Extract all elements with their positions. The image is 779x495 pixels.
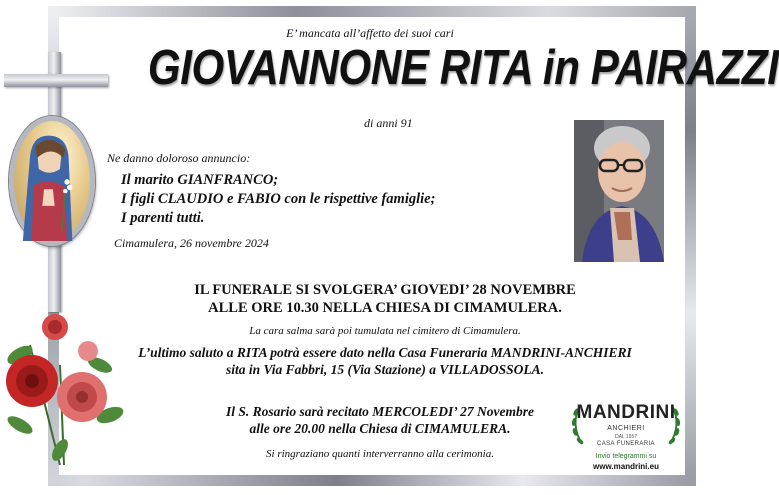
family-line-husband: Il marito GIANFRANCO; <box>121 172 279 188</box>
logo-website: www.mandrini.eu <box>593 462 659 471</box>
place-date: Cimamulera, 26 novembre 2024 <box>114 236 269 250</box>
family-line-children: I figli CLAUDIO e FABIO con le rispettive famiglie; <box>121 191 436 207</box>
funeral-line-1: IL FUNERALE SI SVOLGERA’ GIOVEDI’ 28 NOVEMBRE <box>194 282 576 298</box>
rosary-line-1: Il S. Rosario sarà recitato MERCOLEDI’ 27 Novembre <box>225 404 534 419</box>
announce-label: Ne danno doloroso annuncio: <box>107 151 251 165</box>
logo-brand: MANDRINI <box>576 402 676 423</box>
farewell-line-1: L’ultimo saluto a RITA potrà essere dato nella Casa Funeraria MANDRINI-ANCHIERI <box>138 345 632 360</box>
logo-since: DAL 1957 <box>614 434 638 440</box>
burial-note: La cara salma sarà poi tumulata nel cimitero di Cimamulera. <box>249 325 521 337</box>
farewell-line-2: sita in Via Fabbri, 15 (Via Stazione) a VILLADOSSOLA. <box>225 362 545 377</box>
madonna-image <box>9 116 95 246</box>
deceased-name: GIOVANNONE RITA in PAIRAZZI <box>147 41 779 95</box>
logo-subtitle: ANCHIERI <box>607 425 645 432</box>
intro-line: E’ mancata all’affetto dei suoi cari <box>286 26 454 40</box>
cross-horizontal-bar <box>4 74 108 87</box>
funeral-line-2: ALLE ORE 10.30 NELLA CHIESA DI CIMAMULERA. <box>208 300 562 316</box>
age: di anni 91 <box>364 116 413 130</box>
thanks-line: Si ringraziano quanti interverranno alla cerimonia. <box>266 448 494 460</box>
logo-tagline: CASA FUNERARIA <box>597 441 655 447</box>
rosary-line-2: alle ore 20.00 nella Chiesa di CIMAMULERA. <box>249 421 511 436</box>
logo-telegram-note: Invio telegrammi su <box>595 453 657 460</box>
family-line-relatives: I parenti tutti. <box>121 210 205 226</box>
funeral-home-logo <box>566 398 686 472</box>
portrait-photo <box>574 120 664 262</box>
roses-decoration <box>0 305 130 470</box>
